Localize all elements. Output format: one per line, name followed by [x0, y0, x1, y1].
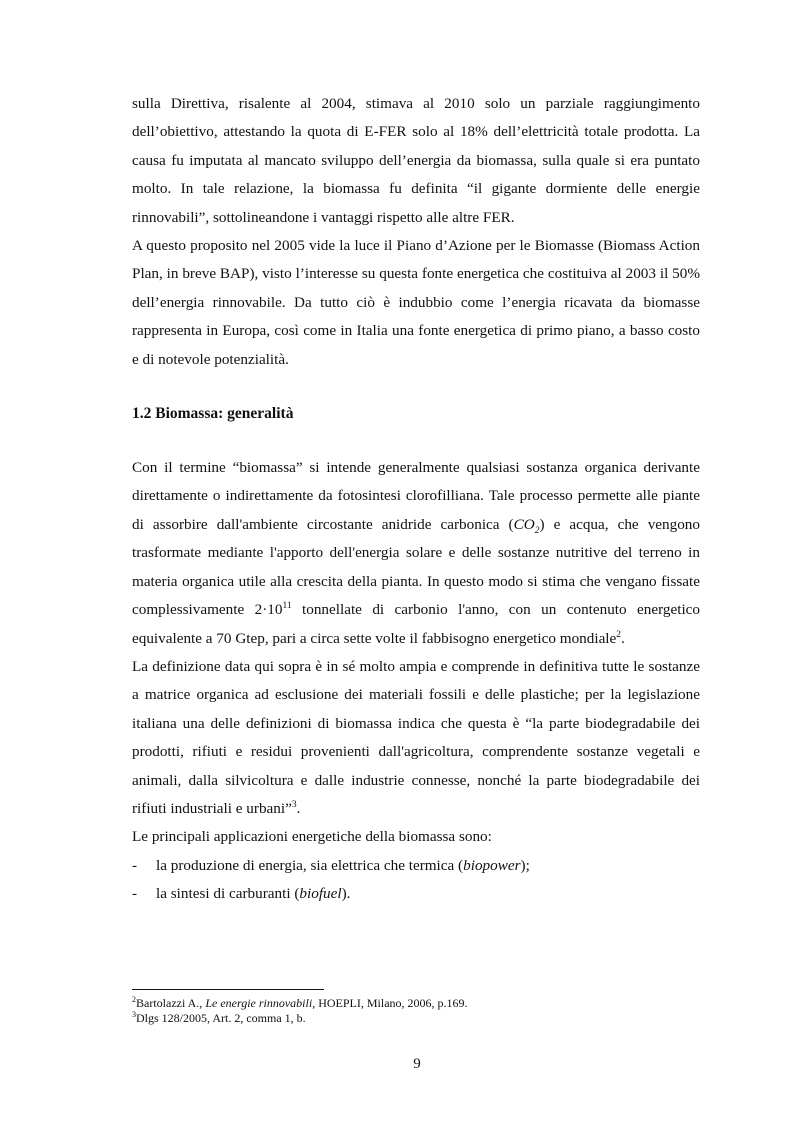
list-item-tail: ). — [341, 885, 351, 903]
footnote-number: 2 — [132, 995, 136, 1004]
paragraph-3-text-b: ) e acqua, che vengono trasformate mediante l'apporto dell'energia solare e delle sostanze nutritive del terreno in materia organica utile alla crescita della pianta. In questo modo si stima che vengano fissate complessivamente 2·10 — [132, 515, 700, 619]
paragraph-2: A questo proposito nel 2005 vide la luce il Piano d’Azione per le Biomasse (Biomass Action Plan, in breve BAP), visto l’interesse su questa fonte energetica che costituiva al 2003 il 50% dell’energia rinnovabile. Da tutto ciò è indubbio come l’energia ricavata da biomasse rappresenta in Europa, così come in Italia una fonte energetica di primo piano, a basso costo e di notevole potenzialità. — [132, 237, 700, 368]
page-number: 9 — [413, 1056, 421, 1072]
co2-subscript: 2 — [534, 525, 540, 536]
paragraph-1: sulla Direttiva, risalente al 2004, stimava al 2010 solo un parziale raggiungimento dell’obiettivo, attestando la quota di E-FER solo al 18% dell’elettricità totale prodotta. La causa fu imputata al mancato sviluppo dell’energia da biomassa, sulla quale si era puntato molto. In tale relazione, la biomassa fu definita “il gigante dormiente delle energie rinnovabili”, sottolineandone i vantaggi rispetto alle altre FER. — [132, 95, 700, 226]
applications-list — [132, 852, 700, 909]
paragraph-4-end: . — [296, 799, 301, 817]
list-item-text: la sintesi di carburanti ( — [156, 885, 300, 903]
paragraph-4 — [132, 653, 700, 823]
footnote-ref-3[interactable]: 3 — [291, 799, 297, 810]
footnote-divider — [132, 989, 324, 990]
paragraph-3-text-a: Con il termine “biomassa” si intende generalmente qualsiasi sostanza organica derivante direttamente o indirettamente da fotosintesi clorofilliana. Tale processo permette alle piante di assorbire dall'ambiente circostante anidride carbonica ( — [132, 459, 700, 533]
footnote-2 — [132, 996, 700, 1011]
footnote-title: Le energie rinnovabili — [205, 996, 313, 1010]
footnote-text: Bartolazzi A., — [136, 996, 206, 1010]
paragraph-3 — [132, 454, 700, 653]
body-text — [132, 90, 700, 909]
list-item-emphasis: biofuel — [299, 885, 342, 903]
list-item-text: la produzione di energia, sia elettrica che termica ( — [156, 856, 464, 874]
list-item — [132, 880, 700, 908]
co2-formula — [513, 515, 540, 536]
list-item-emphasis: biopower — [463, 856, 521, 874]
section-title: 1.2 Biomassa: generalità — [132, 405, 294, 423]
list-item-tail: ); — [520, 856, 530, 874]
footnotes — [132, 996, 700, 1026]
footnote-ref-2[interactable]: 2 — [616, 629, 622, 640]
footnote-number: 3 — [132, 1010, 136, 1019]
footnote-3 — [132, 1011, 700, 1026]
paragraph-4-text: La definizione data qui sopra è in sé molto ampia e comprende in definitiva tutte le sostanze a matrice organica ad esclusione dei materiali fossili e delle plastiche; per la legislazione italiana una delle definizioni di biomassa indica che questa è “la parte biodegradabile dei prodotti, rifiuti e residui provenienti dall'agricoltura, comprendente sostanze vegetali e animali, dalla silvicoltura e dalle industrie connesse, nonché la parte biodegradabile dei rifiuti industriali e urbani” — [132, 657, 700, 817]
footnote-tail: , HOEPLI, Milano, 2006, p.169. — [312, 996, 468, 1010]
paragraph-3-text-c: tonnellate di carbonio l'anno, con un contenuto energetico equivalente a 70 Gtep, pari a circa sette volte il fabbisogno energetico mondiale — [132, 601, 701, 647]
list-item — [132, 852, 700, 880]
co2-symbol: CO — [513, 515, 535, 533]
footnote-text: Dlgs 128/2005, Art. 2, comma 1, b. — [136, 1011, 306, 1025]
paragraph-3-end: . — [621, 629, 625, 647]
exponent: 11 — [282, 601, 292, 612]
paragraph-5: Le principali applicazioni energetiche della biomassa sono: — [132, 828, 492, 846]
